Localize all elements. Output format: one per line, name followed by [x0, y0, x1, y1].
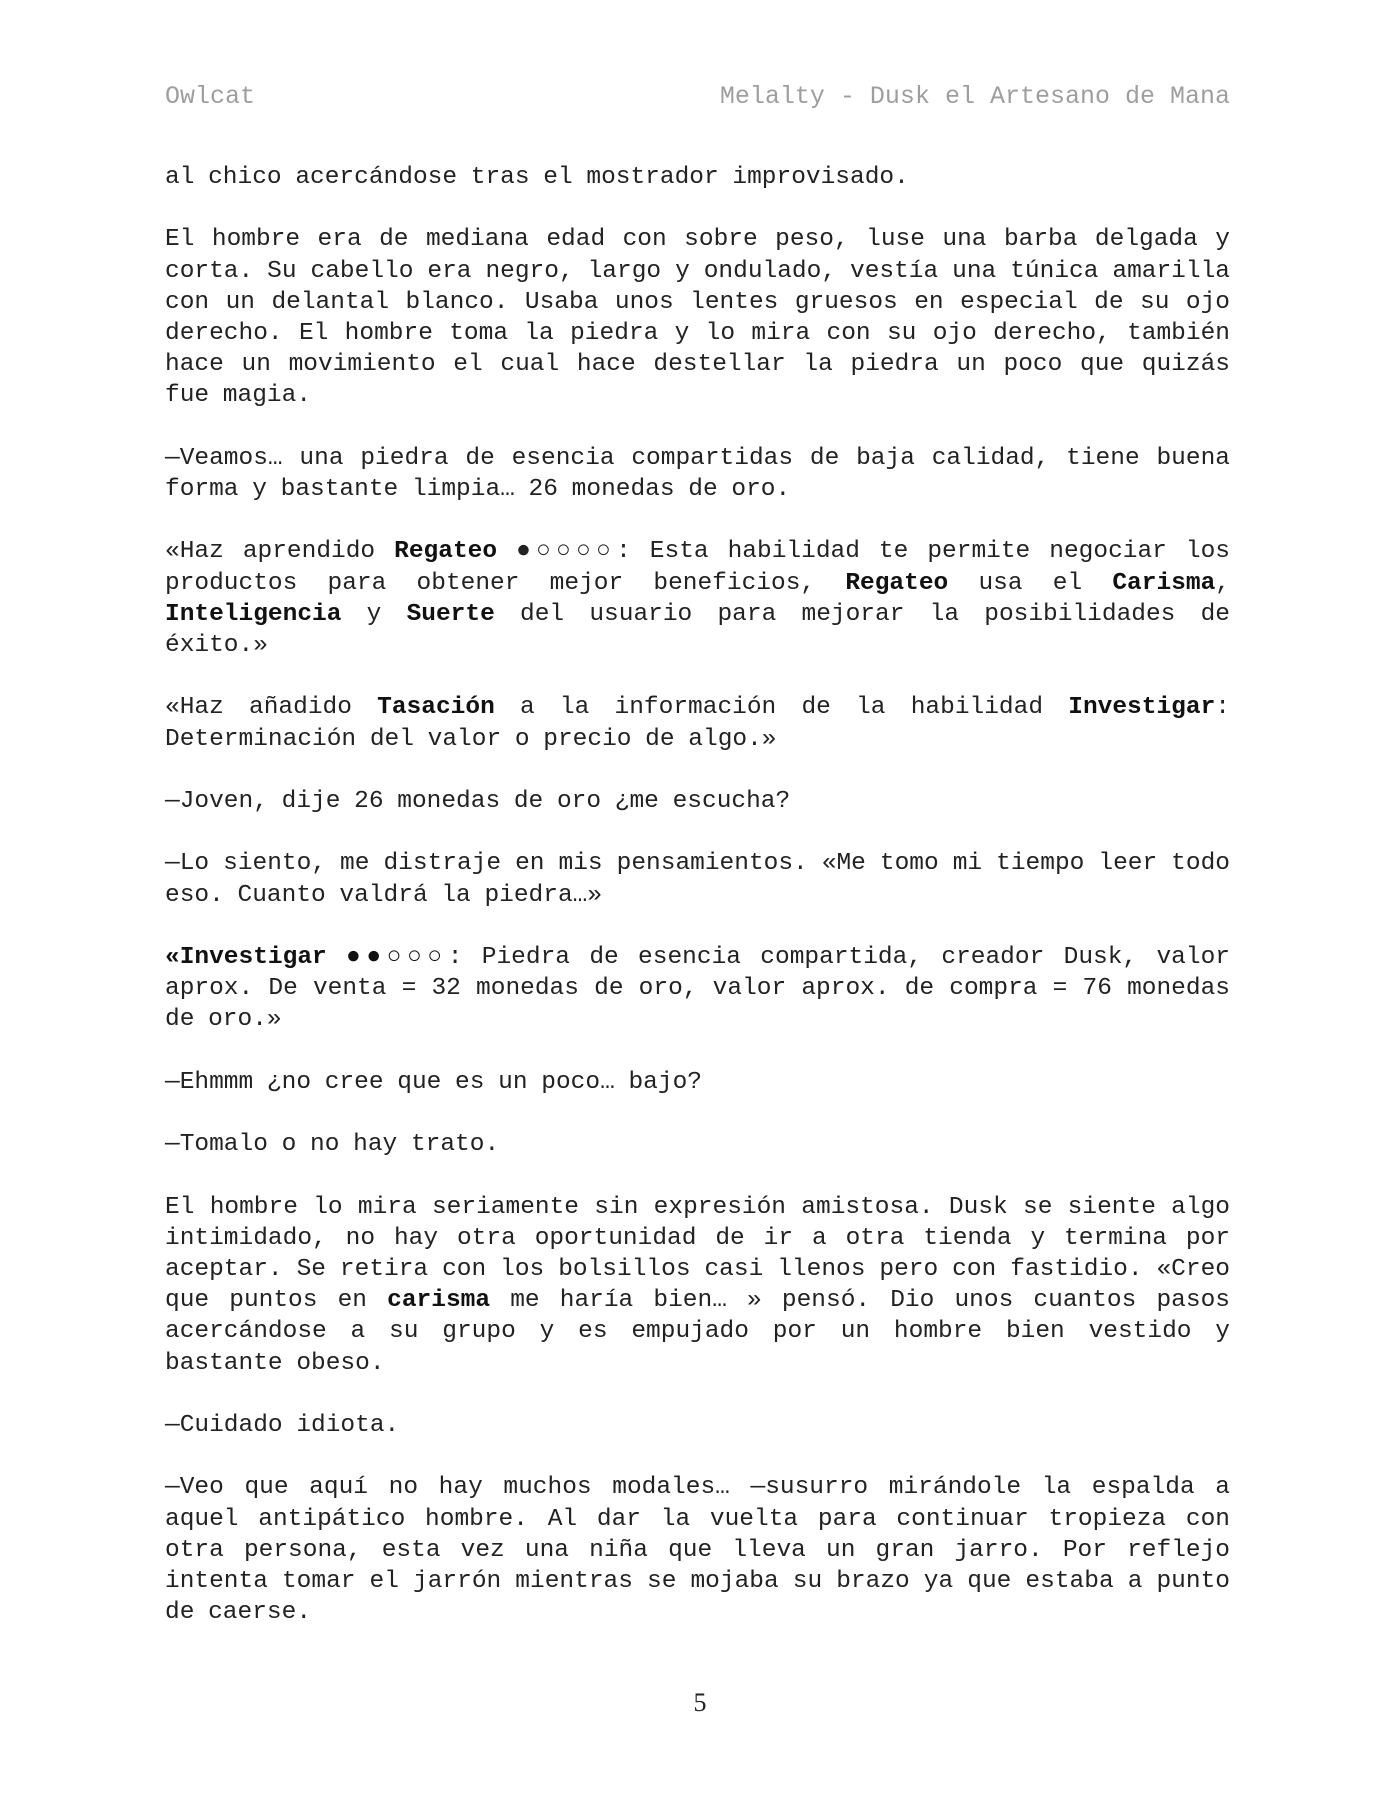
bold-term: Inteligencia — [165, 600, 342, 628]
body-text — [165, 162, 1230, 1660]
text-run: del usuario para mejorar la posibilidades de éxito.» — [165, 600, 1231, 659]
text-run: me haría bien… » pensó. Dio unos cuantos pasos acercándose a su grupo y es empujado por un hombre bien vestido y bastante obeso. — [165, 1287, 1230, 1377]
bold-term: Suerte — [406, 600, 495, 628]
bold-term: Carisma — [1112, 569, 1216, 597]
paragraph — [165, 536, 1230, 661]
text-run: : Determinación del valor o precio de algo.» — [165, 694, 1230, 753]
bold-term: Regateo — [845, 569, 949, 597]
bold-term: Investigar — [1068, 694, 1216, 722]
paragraph — [165, 786, 1230, 817]
bold-term: Tasación — [377, 694, 495, 722]
text-run: y — [341, 600, 407, 628]
paragraph — [165, 1129, 1230, 1160]
header-title: Melalty - Dusk el Artesano de Mana — [719, 82, 1230, 111]
text-run: al chico acercándose tras el mostrador improvisado. — [165, 164, 909, 191]
text-run: «Haz aprendido — [165, 538, 395, 566]
paragraph — [165, 1410, 1230, 1441]
paragraph — [165, 1067, 1230, 1098]
bold-term: carisma — [387, 1287, 491, 1315]
paragraph — [165, 1472, 1230, 1628]
paragraph — [165, 162, 1230, 193]
text-run: —Tomalo o no hay trato. — [165, 1131, 500, 1159]
text-run: usa el — [948, 569, 1113, 597]
text-run: «Haz añadido — [165, 694, 378, 722]
paragraph — [165, 692, 1230, 754]
page-number: 5 — [693, 1688, 707, 1717]
text-run: : Piedra de esencia compartida, creador Dusk, valor aprox. De venta = 32 monedas de oro, valor aprox. de compra = 76 monedas de oro.» — [165, 943, 1230, 1034]
text-run: —Joven, dije 26 monedas de oro ¿me escucha? — [165, 787, 791, 815]
text-run: —Ehmmm ¿no cree que es un poco… bajo? — [165, 1068, 702, 1096]
text-run: , — [1215, 569, 1230, 597]
paragraph — [165, 443, 1230, 505]
text-run: ●○○○○: Esta habilidad te permite negociar los productos para obtener mejor beneficios, — [165, 538, 1230, 597]
bold-term: «Investigar ●●○○○ — [165, 943, 448, 971]
paragraph — [165, 1192, 1230, 1379]
paragraph — [165, 224, 1230, 411]
paragraph — [165, 942, 1230, 1036]
text-run: —Lo siento, me distraje en mis pensamientos. «Me tomo mi tiempo leer todo eso. Cuanto valdrá la piedra…» — [165, 850, 1230, 909]
paragraph — [165, 848, 1230, 910]
text-run: —Cuidado idiota. — [165, 1411, 400, 1439]
text-run: a la información de la habilidad — [494, 694, 1069, 722]
page-header — [165, 80, 1230, 114]
text-run: —Veamos… una piedra de esencia compartidas de baja calidad, tiene buena forma y bastante limpia… 26 monedas de oro. — [165, 444, 1230, 503]
header-author: Owlcat — [165, 82, 256, 111]
bold-term: Regateo — [394, 538, 498, 566]
text-run: El hombre lo mira seriamente sin expresión amistosa. Dusk se siente algo intimidado, no hay otra oportunidad de ir a otra tienda y termina por aceptar. Se retira con los bolsillos casi llenos pero con fastidio. «Creo que puntos en — [165, 1193, 1230, 1315]
text-run: —Veo que aquí no hay muchos modales… —susurro mirándole la espalda a aquel antipático hombre. Al dar la vuelta para continuar tropieza con otra persona, esta vez una niña que lleva un gran jarro. Por reflejo intenta tomar el jarrón mientras se mojaba su brazo ya que estaba a punto de caerse. — [165, 1474, 1230, 1627]
text-run: El hombre era de mediana edad con sobre peso, luse una barba delgada y corta. Su cabello era negro, largo y ondulado, vestía una túnica amarilla con un delantal blanco. Usaba unos lentes gruesos en especial de su ojo derecho. El hombre toma la piedra y lo mira con su ojo derecho, también hace un movimiento el cual hace destellar la piedra un poco que quizás fue magia. — [165, 226, 1230, 410]
